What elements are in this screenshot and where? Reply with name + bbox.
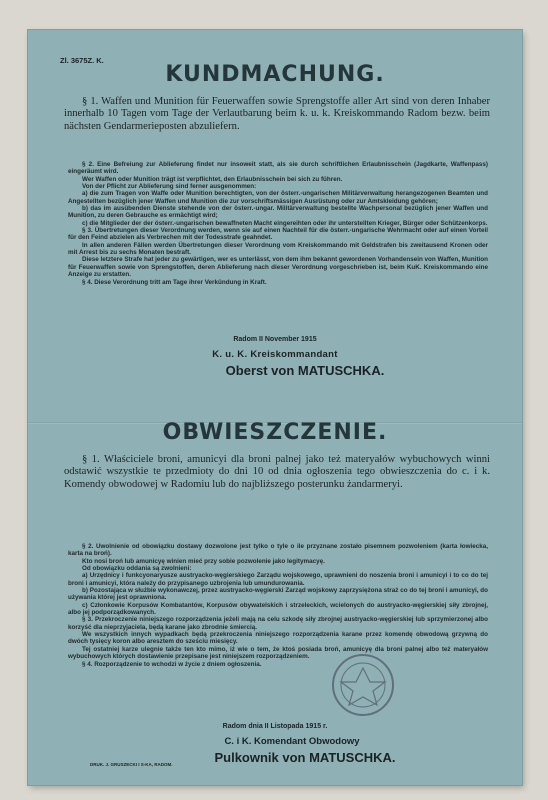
polish-paragraph: c) Członkowie Korpusów Kombatantów, Korpusów obywatelskich i strzeleckich, wcielonych do austryacko-węgierskiej siły zbrojnej, albo jej podporządkowanych. [68, 601, 488, 617]
polish-paragraph: Tej ostatniej karze ulegnie także ten kto mimo, iż wie o tem, że ktoś posiada broń, amunicyę dla broni palnej albo też materyałów wybuchowych których dostawienie przepisane jest niniejszem rozporządzeniem. [68, 645, 488, 661]
polish-command: C. i K. Komendant Obwodowy [224, 736, 360, 747]
german-paragraph: c) die Mitglieder der der österr.-ungarischen bewaffneten Macht eingereihten oder ihr unterstellten Krieger, Bürger oder Schützenkorps. [82, 219, 488, 227]
german-command: K. u. K. Kreiskommandant [212, 349, 338, 360]
official-stamp [330, 652, 396, 718]
polish-paragraph: b) Pozostająca w służbie wykonawczej, przez austryacko-węgierski Zarząd wojskowy zaprzysiężona straż co do tej broni i amunicyi, do używania której jest oprawniona. [68, 587, 488, 602]
polish-paragraph: a) Urzędnicy i funkcyonaryusze austryacko-węgierskiego Zarządu wojskowego, uprawnieni do noszenia broni i amunicyi i to co do tej broni i amunicyi, która należy do przypisanego uzbrojenia lub umundurowania. [68, 572, 488, 587]
polish-paragraph: § 3. Przekroczenie niniejszego rozporządzenia jeżeli mają na celu szkodę siły zbrojnej austryacko-węgierskiej lub sprzymierzonej albo korzyść dla nieprzyjaciela, będą karane jako zbrodnie śmiercią. [68, 616, 488, 631]
polish-body [68, 543, 488, 668]
german-date: Radom II November 1915 [233, 336, 317, 343]
german-paragraph: Wer Waffen oder Munition trägt ist verpflichtet, den Erlaubnisschein bei sich zu führen. [82, 175, 343, 183]
german-paragraph: a) die zum Tragen von Waffe oder Munition berechtigten, von der österr.-ungarischen Militärverwaltung herangezogenen Beamten und Angestellten bezüglich jener Waffen und Munition die zur vorschriftsmässigen Ausrüstung oder zur Amtskleidung gehören; [68, 190, 488, 205]
reference-number: Zl. 3675Z. K. [60, 56, 104, 65]
german-body [68, 161, 488, 286]
polish-paragraph: § 4. Rozporządzenie to wchodzi w życie z dniem ogłoszenia. [82, 660, 262, 668]
german-paragraph: Diese letztere Strafe hat jeder zu gewärtigen, wer es unterlässt, von dem ihm bekannt gewordenen Vorhandensein von Waffen, Munition für Feuerwaffen sowie von Sprengstoffen, deren Ablieferung nach dieser Verordnung vorgeschrieben ist, beim KuK. Kreiskommando eine Anzeige zu erstatten. [68, 256, 488, 279]
polish-date: Radom dnia II Listopada 1915 r. [222, 723, 328, 730]
polish-paragraph: We wszystkich innych wypadkach będą przekroczenia niniejszego rozporządzenia karane przez komendę obwodową grzywną do dwóch tysięcy koron albo aresztem do sześciu miesięcy. [68, 631, 488, 646]
german-paragraph: In allen anderen Fällen werden Übertretungen dieser Verordnung vom Kreiskommando mit Geldstrafen bis zweitausend Kronen oder mit Arrest bis zu sechs Monaten bestraft. [68, 241, 488, 257]
polish-paragraph: § 2. Uwolnienie od obowiązku dostawy dozwolone jest tylko o tyle o ile przyznane zostało pisemnem pozwoleniem (karta łowiecka, karta na broń). [68, 543, 488, 558]
german-paragraph: § 2. Eine Befreiung zur Ablieferung findet nur insoweit statt, als sie durch schriftlichen Erlaubnisschein (Jagdkarte, Waffenpass) eingeräumt wird. [68, 161, 488, 176]
polish-signature: Pulkownik von MATUSCHKA. [214, 750, 396, 765]
printer-imprint: DRUK. J. GRUSZECKI I S-KA, RADOM. [90, 762, 173, 767]
polish-lead-paragraph: § 1. Właściciele broni, amunicyi dla broni palnej jako też materyałów wybuchowych winni odstawić wszystkie te przedmioty do dni 10 od dnia ogłoszenia tego obwieszczenia do c. i k. Komendy obwodowej w Radomiu lub do najbliższego posterunku żandarmeryi. [64, 454, 490, 490]
german-paragraph: Von der Pflicht zur Ablieferung sind ferner ausgenommen: [82, 183, 257, 191]
german-title: KUNDMACHUNG. [165, 62, 385, 87]
german-signature: Oberst von MATUSCHKA. [225, 363, 385, 378]
polish-title: OBWIESZCZENIE. [162, 420, 388, 445]
polish-paragraph: Kto nosi broń lub amunicyę winien mieć przy sobie pozwolenie jako legitymacyę. [82, 557, 325, 565]
polish-paragraph: Od obowiązku oddania są zwolnieni: [82, 565, 192, 573]
german-paragraph: b) das im ausübenden Dienste stehende von der österr.-ungar. Militärverwaltung bestellte Wachpersonal bezüglich jener Waffen und Munition, zu deren Gebrauche es ermächtigt wird; [68, 205, 488, 220]
german-paragraph: § 4. Diese Verordnung tritt am Tage ihrer Verkündung in Kraft. [82, 278, 267, 286]
german-lead-paragraph: § 1. Waffen und Munition für Feuerwaffen sowie Sprengstoffe aller Art sind von deren Inhaber innerhalb 10 Tagen vom Tage der Verlautbarung beim k. u. k. Kreiskommando Radom bezw. beim nächsten Gendarmerieposten abzuliefern. [64, 96, 490, 132]
proclamation-sheet [28, 30, 522, 785]
german-paragraph: § 3. Übertretungen dieser Verordnung werden, wenn sie auf einen Nachteil für die österr.-ungarische Wehrmacht oder auf einen Vorteil für den Feind abzielen als Verbrechen mit der Todesstrafe geahndet. [68, 227, 488, 242]
